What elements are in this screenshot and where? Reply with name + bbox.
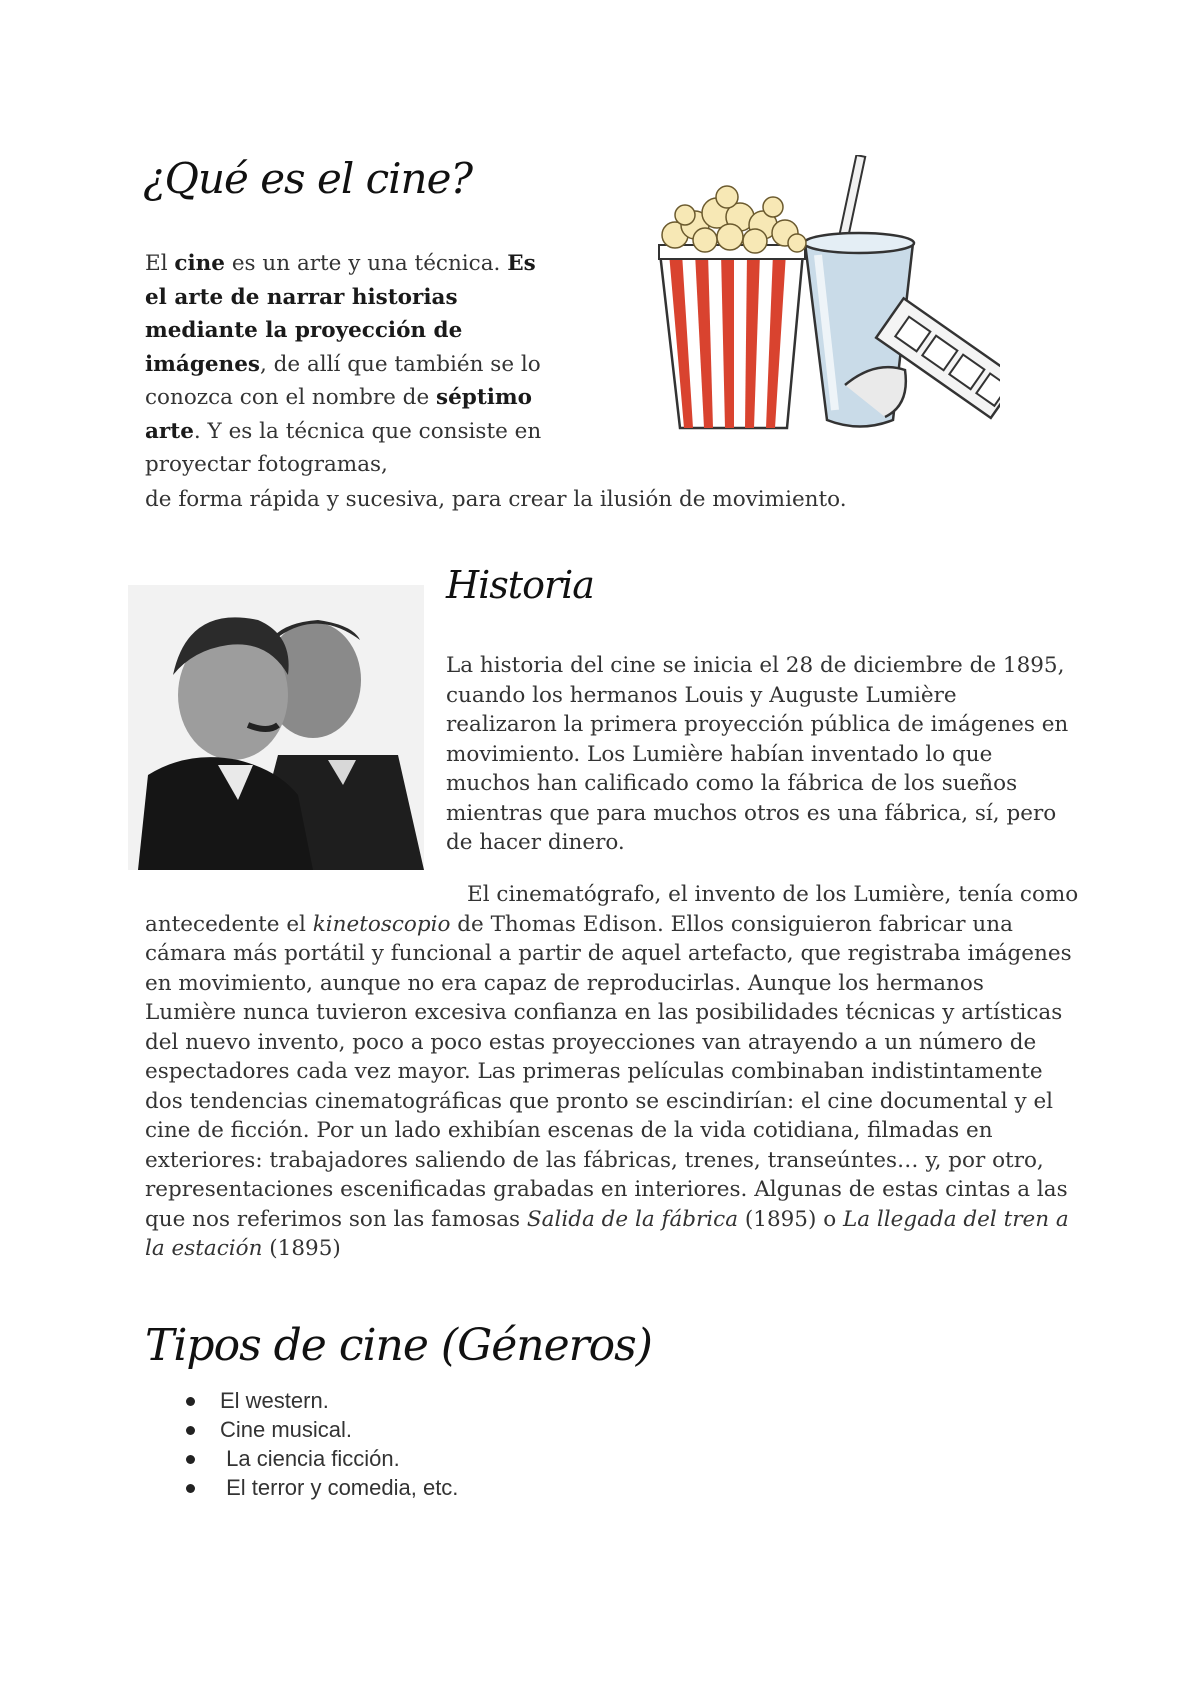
bullet-icon xyxy=(186,1484,195,1493)
bullet-icon xyxy=(186,1455,195,1464)
text-span: El cinematógrafo, el invento de los Lumière, tenía como antecedente el xyxy=(145,882,1079,937)
bold-text: cine xyxy=(174,251,225,276)
text-span: de Thomas Edison. Ellos consiguieron fabricar una cámara más portátil y funcional a partir de aquel artefacto, que registraba imágenes en movimiento, aunque no era capaz de reproducirlas. Aunque los hermanos Lumière nunca tuvieron excesiva confianza en las posibilidades técnicas y artísticas del nuevo invento, poco a poco estas proyecciones van atrayendo a un número de espectadores cada vez mayor. Las primeras películas combinaban indistintamente dos tendencias cinematográficas que pronto se escindirían: el cine documental y el cine de ficción. Por un lado exhibían escenas de la vida cotidiana, filmadas en exteriores: trabajadores saliendo de las fábricas, trenes, transeúntes… y, por otro, representaciones escenificadas grabadas en interiores. Algunas de estas cintas a las que nos referimos son las famosas xyxy=(145,911,1072,1232)
list-item xyxy=(180,1473,458,1502)
text-span: es un arte y una técnica. xyxy=(224,251,508,276)
text-span: , de allí que también se lo conozca con el nombre de xyxy=(145,351,541,410)
text-span: El xyxy=(145,251,175,276)
italic-text: kinetoscopio xyxy=(312,911,451,937)
section-title-tipos-de-cine: Tipos de cine (Géneros) xyxy=(145,1320,652,1371)
bullet-icon xyxy=(186,1426,195,1435)
genres-list xyxy=(180,1386,458,1502)
section-title-que-es-el-cine: ¿Qué es el cine? xyxy=(143,154,472,203)
list-item-text: El terror y comedia, etc. xyxy=(220,1475,459,1500)
list-item-text: Cine musical. xyxy=(220,1417,353,1442)
text-span: (1895) o xyxy=(738,1206,843,1232)
text-span: . Y es la técnica que consiste en proyectar fotogramas, xyxy=(145,418,542,477)
popcorn-soda-film-illustration xyxy=(655,155,1000,450)
list-item-text: El western. xyxy=(220,1388,329,1413)
text-span: (1895) xyxy=(262,1236,341,1261)
bold-text: Es el arte de narrar historias mediante la proyección de imágenes xyxy=(145,251,536,377)
historia-paragraph-1: La historia del cine se inicia el 28 de diciembre de 1895, cuando los hermanos Louis y Auguste Lumière realizaron la primera proyección pública de imágenes en movimiento. Los Lumière habían inventado lo que muchos han calificado como la fábrica de los sueños mientras que para muchos otros es una fábrica, sí, pero de hacer dinero. xyxy=(446,653,1069,855)
bullet-icon xyxy=(186,1397,195,1406)
italic-text: Salida de la fábrica xyxy=(526,1206,739,1232)
bold-text: séptimo arte xyxy=(145,385,533,444)
intro-paragraph xyxy=(145,247,565,482)
section-title-historia: Historia xyxy=(446,563,594,607)
list-item xyxy=(180,1415,458,1444)
historia-paragraph-2 xyxy=(145,880,1080,1264)
list-item xyxy=(180,1444,458,1473)
list-item-text: La ciencia ficción. xyxy=(220,1446,400,1471)
intro-paragraph-last-line: de forma rápida y sucesiva, para crear la ilusión de movimiento. xyxy=(145,487,847,512)
list-item xyxy=(180,1386,458,1415)
lumiere-brothers-photo xyxy=(128,585,424,870)
italic-text: La llegada del tren a la estación xyxy=(145,1206,1069,1261)
